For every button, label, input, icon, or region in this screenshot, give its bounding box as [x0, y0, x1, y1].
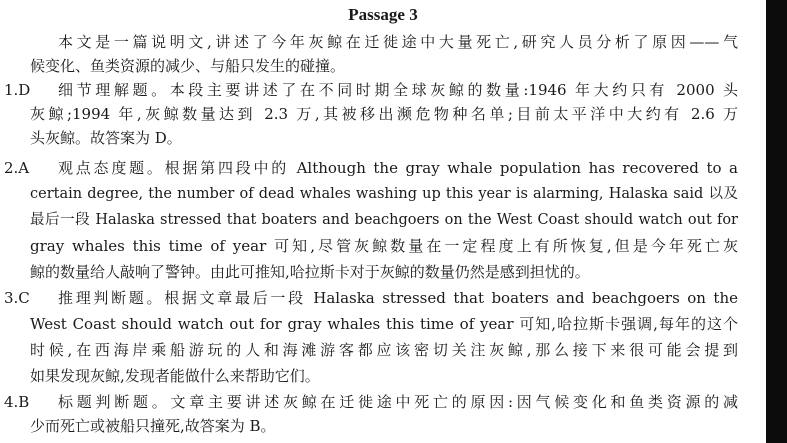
answer-number: 1.D — [4, 81, 31, 99]
intro-line: 本文是一篇说明文,讲述了今年灰鲸在迁徙途中大量死亡,研究人员分析了原因——气 — [58, 33, 738, 51]
explanation-line: 鲸的数量给人敲响了警钟。由此可推知,哈拉斯卡对于灰鲸的数量仍然是感到担忧的。 — [30, 263, 590, 281]
explanation-line: 如果发现灰鲸,发现者能做什么来帮助它们。 — [30, 367, 320, 385]
scan-edge-border — [766, 0, 787, 443]
answer-number: 2.A — [4, 159, 30, 177]
explanation-line: 灰鲸;1994 年,灰鲸数量达到 2.3 万,其被移出濒危物种名单;目前太平洋中大约有 2.6 万 — [30, 105, 738, 123]
intro-line: 候变化、鱼类资源的减少、与船只发生的碰撞。 — [30, 57, 346, 75]
explanation-line: 细节理解题。本段主要讲述了在不同时期全球灰鲸的数量:1946 年大约只有 2000 头 — [58, 81, 738, 99]
explanation-line: 头灰鲸。故答案为 D。 — [30, 129, 182, 147]
answer-number: 3.C — [4, 289, 30, 307]
passage-title: Passage 3 — [348, 5, 418, 24]
explanation-line: West Coast should watch out for gray whales this time of year 可知,哈拉斯卡强调,每年的这个 — [30, 315, 738, 333]
explanation-line: 推理判断题。根据文章最后一段 Halaska stressed that boaters and beachgoers on the — [58, 289, 738, 307]
explanation-line: certain degree, the number of dead whales washing up this year is alarming, Halaska said 以及 — [30, 186, 738, 202]
explanation-line: 最后一段 Halaska stressed that boaters and beachgoers on the West Coast should watch out for — [30, 212, 738, 228]
explanation-line: 少而死亡或被船只撞死,故答案为 B。 — [30, 417, 276, 435]
answer-number: 4.B — [4, 393, 30, 411]
explanation-line: 观点态度题。根据第四段中的 Although the gray whale population has recovered to a — [58, 159, 738, 177]
explanation-line: 标题判断题。文章主要讲述灰鲸在迁徙途中死亡的原因:因气候变化和鱼类资源的减 — [58, 393, 738, 411]
explanation-line: gray whales this time of year 可知,尽管灰鲸数量在一定程度上有所恢复,但是今年死亡灰 — [30, 237, 738, 255]
explanation-line: 时候,在西海岸乘船游玩的人和海滩游客都应该密切关注灰鲸,那么接下来很可能会提到 — [30, 341, 738, 359]
